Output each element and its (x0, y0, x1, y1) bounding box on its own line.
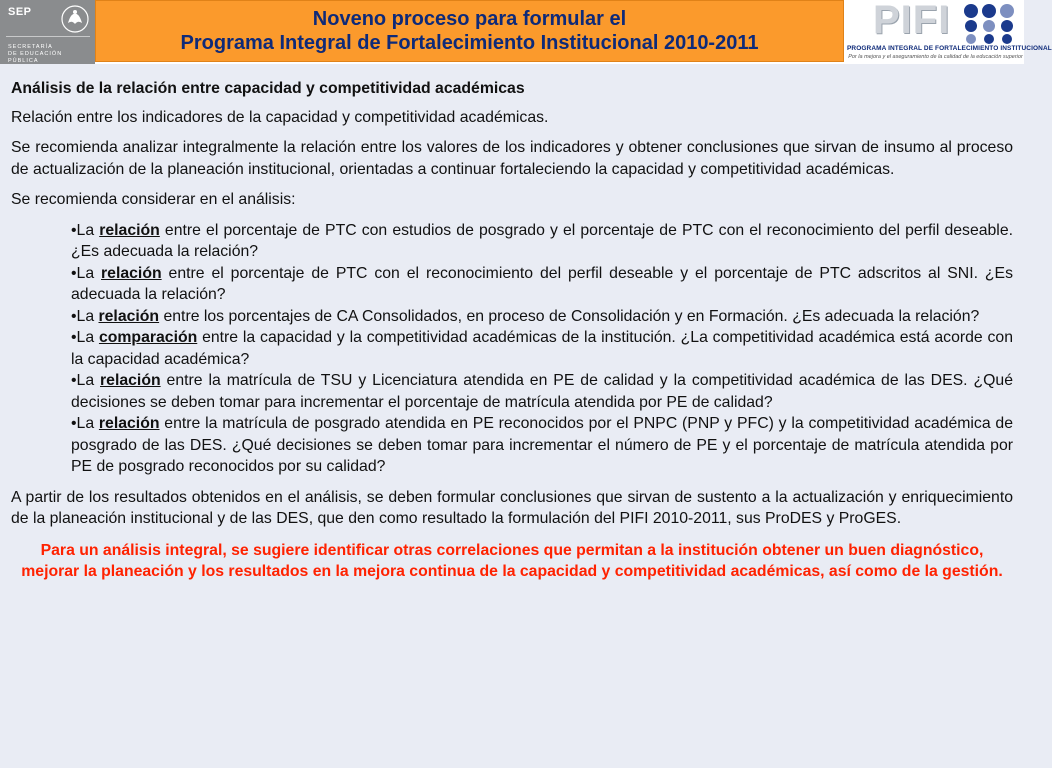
pifi-dots-icon (957, 2, 1021, 44)
pifi-logo-caption: PROGRAMA INTEGRAL DE FORTALECIMIENTO INSTITUCIONAL (847, 45, 1052, 52)
bullet-prefix: •La (71, 372, 101, 389)
list-item (71, 306, 1013, 328)
sep-logo-subtitle: SECRETARÍA DE EDUCACIÓN PÚBLICA (8, 44, 63, 64)
bullet-prefix: •La (71, 329, 99, 346)
section-heading: Análisis de la relación entre capacidad y competitividad académicas (11, 80, 525, 97)
list-item (71, 413, 1013, 478)
bullet-prefix: •La (71, 415, 99, 432)
bullet-text: entre la capacidad y la competitividad académicas de la institución. ¿La competitividad académica está acorde con la capacidad académica? (71, 329, 1013, 368)
list-item (71, 263, 1013, 306)
bullet-keyword: relación (101, 264, 162, 282)
bullet-text: entre el porcentaje de PTC con estudios de posgrado y el porcentaje de PTC con el reconocimiento del perfil deseable. ¿Es adecuada la relación? (71, 221, 1013, 260)
bullet-keyword: comparación (98, 329, 198, 346)
bullet-keyword: relación (100, 372, 161, 389)
bullet-keyword: relación (98, 415, 160, 432)
bullet-text: entre la matrícula de TSU y Licenciatura atendida en PE de calidad y la competitividad académica de las DES. ¿Qué decisiones se deben tomar para incrementar el porcentaje de matrícula atendida por PE de calidad? (71, 372, 1013, 411)
list-item (71, 370, 1013, 413)
consider-label: Se recomienda considerar en el análisis: (11, 191, 296, 208)
slide-header (0, 0, 1052, 64)
bullet-keyword: relación (98, 307, 160, 325)
recommendation-text: Se recomienda analizar integralmente la relación entre los valores de los indicadores y obtener conclusiones que sirvan de insumo al proceso de actualización de la planeación institucional, orientadas a continuar fortaleciendo la capacidad y competitividad académicas. (11, 139, 1013, 178)
list-item (71, 220, 1013, 263)
pifi-logo-word: PIFI (873, 0, 951, 42)
mexico-eagle-icon (60, 4, 90, 34)
analysis-bullet-list (71, 220, 1013, 478)
bullet-text: entre el porcentaje de PTC con el reconocimiento del perfil deseable y el porcentaje de PTC adscritos al SNI. ¿Es adecuada la relación? (71, 264, 1013, 303)
slide-content (11, 78, 1013, 583)
sep-logo-name: SEP (8, 6, 32, 18)
bullet-prefix: •La (71, 264, 102, 282)
pifi-logo (847, 0, 1052, 64)
title-line-2: Programa Integral de Fortalecimiento Institucional 2010-2011 (180, 32, 759, 54)
bullet-text: entre la matrícula de posgrado atendida en PE reconocidos por el PNPC (PNP y PFC) y la competitividad académica de posgrado de las DES. ¿Qué decisiones se deben tomar para incrementar el número de PE y el porcentaje de matrícula atendida por PE de posgrado reconocidos por su calidad? (71, 415, 1013, 475)
bullet-text: entre los porcentajes de CA Consolidados, en proceso de Consolidación y en Formación. ¿Es adecuada la relación? (159, 307, 980, 325)
sep-logo (0, 0, 95, 64)
bullet-prefix: •La (71, 307, 99, 325)
list-item (71, 327, 1013, 370)
bullet-keyword: relación (99, 221, 160, 239)
bullet-prefix: •La (71, 221, 100, 239)
pifi-logo-tagline: Por la mejora y el aseguramiento de la calidad de la educación superior (848, 54, 1023, 60)
title-banner (95, 0, 844, 62)
sep-logo-divider (6, 36, 90, 37)
highlight-text: Para un análisis integral, se sugiere identificar otras correlaciones que permitan a la institución obtener un buen diagnóstico, mejorar la planeación y los resultados en la mejora continua de la capacidad y competitividad académicas, así como de la gestión. (21, 541, 1003, 580)
intro-text: Relación entre los indicadores de la capacidad y competitividad académicas. (11, 108, 549, 126)
title-line-1: Noveno proceso para formular el (312, 8, 627, 30)
closing-text: A partir de los resultados obtenidos en el análisis, se deben formular conclusiones que sirvan de sustento a la actualización y enriquecimiento de la planeación institucional y de las DES, que den como resultado la formulación del PIFI 2010-2011, sus ProDES y ProGES. (11, 488, 1013, 527)
